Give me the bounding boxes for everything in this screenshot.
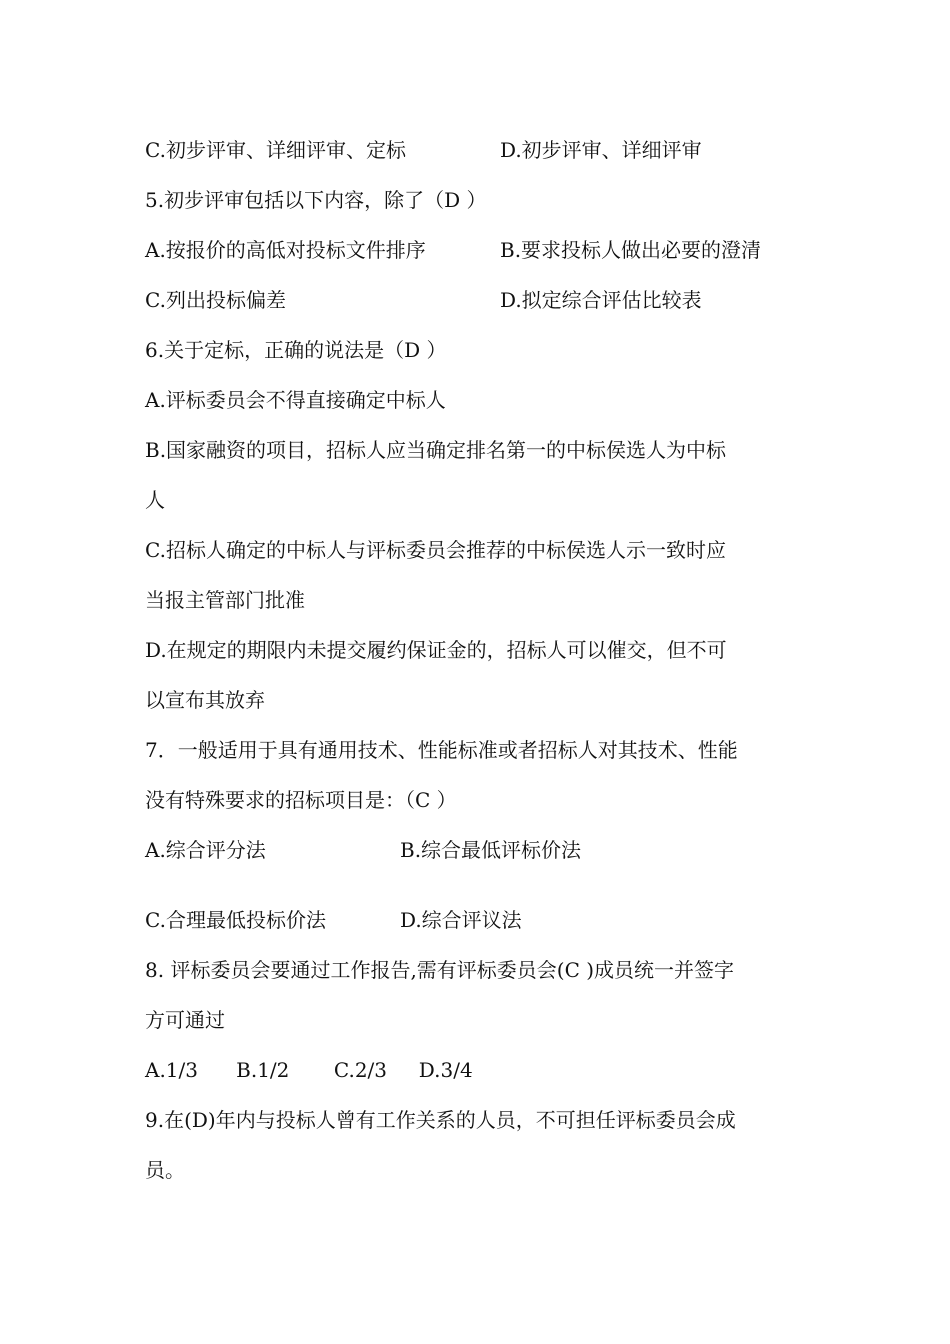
- q6-option-d-line2: 以宣布其放弃: [145, 688, 265, 712]
- q7-options-ab: [145, 836, 582, 864]
- q6-option-c-line1: C.招标人确定的中标人与评标委员会推荐的中标侯选人示一致时应: [145, 538, 726, 562]
- q9-question-line1: 9.在(D)年内与投标人曾有工作关系的人员，不可担任评标委员会成: [145, 1108, 736, 1132]
- q8-options: A.1/3 B.1/2 C.2/3 D.3/4: [145, 1058, 473, 1082]
- q5-option-d: D.拟定综合评估比较表: [500, 288, 702, 312]
- q6-question: 6.关于定标，正确的说法是（D ）: [145, 338, 447, 362]
- q6-option-b-line2: 人: [145, 488, 165, 512]
- q5-question: 5.初步评审包括以下内容，除了（D ）: [145, 188, 487, 212]
- q6-option-a: A.评标委员会不得直接确定中标人: [145, 388, 446, 412]
- q7-options-cd: [145, 906, 522, 934]
- q8-question-line1: 8. 评标委员会要通过工作报告,需有评标委员会(C )成员统一并签字: [145, 958, 735, 982]
- q4-option-d: D.初步评审、详细评审: [500, 138, 702, 162]
- q5-options-ab: [145, 236, 762, 264]
- q8-question-line2: 方可通过: [145, 1008, 225, 1032]
- q6-option-b-line1: B.国家融资的项目，招标人应当确定排名第一的中标侯选人为中标: [145, 438, 727, 462]
- q5-option-a: A.按报价的高低对投标文件排序: [145, 238, 426, 262]
- q5-option-c: C.列出投标偏差: [145, 288, 286, 312]
- q4-options-cd: [145, 136, 702, 164]
- q7-option-d: D.综合评议法: [400, 908, 522, 932]
- q5-option-b: B.要求投标人做出必要的澄清: [500, 238, 762, 262]
- q4-option-c: C.初步评审、详细评审、定标: [145, 138, 406, 162]
- q7-question-line1: 7．一般适用于具有通用技术、性能标准或者招标人对其技术、性能: [145, 738, 738, 762]
- q7-option-b: B.综合最低评标价法: [400, 838, 582, 862]
- q7-option-a: A.综合评分法: [145, 838, 266, 862]
- q6-option-c-line2: 当报主管部门批准: [145, 588, 305, 612]
- q9-question-line2: 员。: [145, 1158, 185, 1182]
- q5-options-cd: [145, 286, 702, 314]
- q6-option-d-line1: D.在规定的期限内未提交履约保证金的，招标人可以催交，但不可: [145, 638, 727, 662]
- q7-option-c: C.合理最低投标价法: [145, 908, 326, 932]
- q7-question-line2: 没有特殊要求的招标项目是：（C ）: [145, 788, 457, 812]
